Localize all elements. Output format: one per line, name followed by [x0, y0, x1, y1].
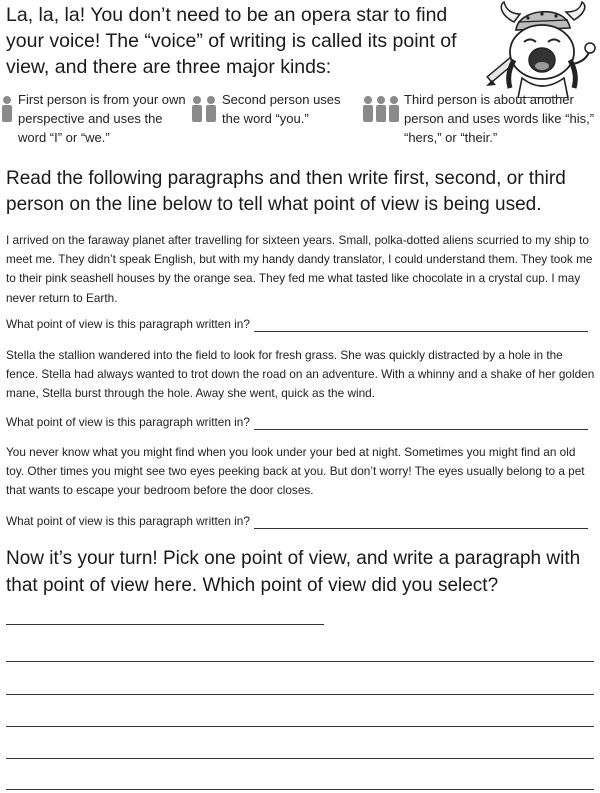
intro-text: La, la, la! You don’t need to be an opera star to find your voice! The “voice” of writing is called its point of view, and there are three major kinds: [6, 4, 457, 78]
answer-line-2[interactable] [254, 417, 588, 430]
writing-line-4[interactable] [6, 758, 594, 759]
paragraph-1: I arrived on the faraway planet after travelling for sixteen years. Small, polka-dotted aliens scurried to my ship to meet me. They didn’t speak English, but with my handy dandy translator, I could understand them. They took me to their pink seashell houses by the orange sea. They fed me what tasted like chocolate in a crystal cup. I may never return to Earth. [6, 233, 593, 305]
question-1-label: What point of view is this paragraph written in? [6, 317, 250, 331]
your-turn-prompt: Now it’s your turn! Pick one point of view, and write a paragraph with that point of view here. Which point of view did you select? [6, 548, 581, 596]
selected-pov-line[interactable] [6, 624, 324, 625]
writing-line-1[interactable] [6, 661, 594, 662]
question-3 [6, 513, 596, 529]
writing-line-5[interactable] [6, 789, 594, 790]
three-people-icon [362, 96, 402, 122]
question-1 [6, 316, 596, 332]
paragraph-2: Stella the stallion wandered into the field to look for fresh grass. She was quickly distracted by a hole in the fence. Stella had always wanted to trot down the road on an adventure. With a whinny and a shake of her golden mane, Stella burst through the hole. Away she went, quick as the wind. [6, 348, 595, 401]
writing-line-2[interactable] [6, 694, 594, 695]
answer-line-1[interactable] [254, 319, 588, 332]
second-person-text: Second person uses the word “you.” [222, 92, 341, 126]
points-of-view-list [0, 90, 600, 146]
paragraph-3: You never know what you might find when you look under your bed at night. Sometimes you might find an old toy. Other times you might see two eyes peeking back at you. But don’t worry! The eyes usually belong to a pet that wants to escape your bedroom before the door closes. [6, 445, 585, 498]
answer-line-3[interactable] [254, 516, 588, 529]
question-2-label: What point of view is this paragraph written in? [6, 415, 250, 429]
third-person-text: Third person is about another person and uses words like “his,” “hers,” or “their.” [404, 92, 595, 145]
question-3-label: What point of view is this paragraph written in? [6, 514, 250, 528]
two-people-icon [190, 96, 218, 122]
viking-singer-illustration [478, 0, 596, 98]
instructions: Read the following paragraphs and then write first, second, or third person on the line below to tell what point of view is being used. [6, 168, 566, 215]
first-person-text: First person is from your own perspective and uses the word “I” or “we.” [18, 92, 186, 145]
writing-line-3[interactable] [6, 726, 594, 727]
one-person-icon [0, 96, 14, 122]
question-2 [6, 414, 596, 430]
